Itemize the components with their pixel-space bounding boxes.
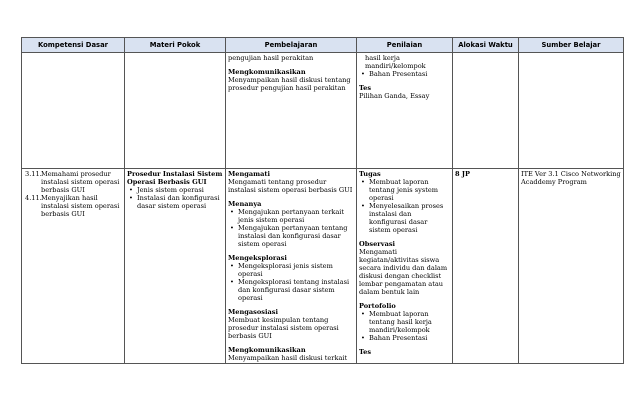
mengkomunikasikan-text: Menyampaikan hasil diskusi tentang prosedur pengujian hasil perakitan (228, 76, 351, 92)
mengkomunikasikan-heading: Mengkomunikasikan (228, 346, 306, 354)
portofolio-heading: Portofolio (359, 302, 396, 310)
kd-text: Menyajikan hasil instalasi sistem operasi berbasis GUI (41, 194, 120, 218)
cell-penilaian (357, 53, 453, 169)
header-materi-pokok: Materi Pokok (125, 38, 226, 53)
observasi-heading: Observasi (359, 240, 396, 248)
cell-penilaian (357, 169, 453, 364)
cell-sumber (519, 169, 624, 364)
mengkomunikasikan-text: Menyampaikan hasil diskusi terkait (228, 354, 348, 362)
cell-sumber (519, 53, 624, 169)
mengkomunikasikan-heading: Mengkomunikasikan (228, 68, 306, 76)
header-penilaian: Penilaian (357, 38, 453, 53)
mengamati-text: Mengamati tentang prosedur instalasi sistem operasi berbasis GUI (228, 178, 353, 194)
cell-pembelajaran (226, 169, 357, 364)
mengasosiasi-heading: Mengasosiasi (228, 308, 278, 316)
penilaian-continued-line: hasil kerja (365, 54, 400, 62)
tes-heading: Tes (359, 348, 372, 356)
list-item: • Menyelesaikan proses instalasi dan konfigurasi dasar sistem operasi (369, 202, 450, 234)
cell-materi (125, 53, 226, 169)
list-item: • Instalasi dan konfigurasi dasar sistem operasi (137, 194, 223, 210)
menanya-heading: Menanya (228, 200, 262, 208)
list-item: • Mengajukan pertanyaan tentang instalasi dan konfigurasi dasar sistem operasi (238, 224, 354, 248)
header-alokasi-waktu: Alokasi Waktu (453, 38, 519, 53)
materi-title: Prosedur Instalasi Sistem Operasi Berbasis GUI (127, 170, 223, 186)
tes-heading: Tes (359, 84, 372, 92)
observasi-text: Mengamati kegiatan/aktivitas siswa secara individu dan dalam diskusi dengan checklist lembar pengamatan atau dalam bentuk lain (359, 248, 448, 296)
alokasi-value: 8 JP (455, 170, 470, 178)
cell-pembelajaran (226, 53, 357, 169)
header-row (22, 38, 624, 53)
mengeksplorasi-heading: Mengeksplorasi (228, 254, 287, 262)
list-item: • Mengeksplorasi tentang instalasi dan konfigurasi dasar sistem operasi (238, 278, 354, 302)
list-item: • Membuat laporan tentang jenis system operasi (369, 178, 450, 202)
list-item: • Bahan Presentasi (369, 334, 450, 342)
cell-alokasi (453, 169, 519, 364)
cell-materi (125, 169, 226, 364)
list-item: • Mengeksplorasi jenis sistem operasi (238, 262, 354, 278)
cell-kd (22, 169, 125, 364)
kd-number: 3.11. (25, 170, 42, 178)
syllabus-table (21, 37, 624, 364)
list-item: • Mengajukan pertanyaan terkait jenis sistem operasi (238, 208, 354, 224)
tes-text: Pilihan Ganda, Essay (359, 92, 430, 100)
list-item: • Bahan Presentasi (369, 70, 450, 78)
tugas-heading: Tugas (359, 170, 381, 178)
kd-number: 4.11. (25, 194, 42, 202)
cell-kd (22, 53, 125, 169)
sumber-text: ITE Ver 3.1 Cisco Networking Acaddemy Program (521, 170, 621, 186)
penilaian-continued-line: mandiri/kelompok (365, 62, 426, 70)
kd-item (25, 194, 122, 218)
header-kompetensi-dasar: Kompetensi Dasar (22, 38, 125, 53)
table-row (22, 169, 624, 364)
kd-item (25, 170, 122, 194)
list-item: • Jenis sistem operasi (137, 186, 223, 194)
header-sumber-belajar: Sumber Belajar (519, 38, 624, 53)
table-row (22, 53, 624, 169)
mengamati-heading: Mengamati (228, 170, 270, 178)
pembelajaran-continued-text: pengujian hasil perakitan (228, 54, 314, 62)
kd-text: Memahami prosedur instalasi sistem operasi berbasis GUI (41, 170, 120, 194)
mengasosiasi-text: Membuat kesimpulan tentang prosedur instalasi sistem operasi berbasis GUI (228, 316, 339, 340)
list-item: • Membuat laporan tentang hasil kerja mandiri/kelompok (369, 310, 450, 334)
header-pembelajaran: Pembelajaran (226, 38, 357, 53)
cell-alokasi (453, 53, 519, 169)
